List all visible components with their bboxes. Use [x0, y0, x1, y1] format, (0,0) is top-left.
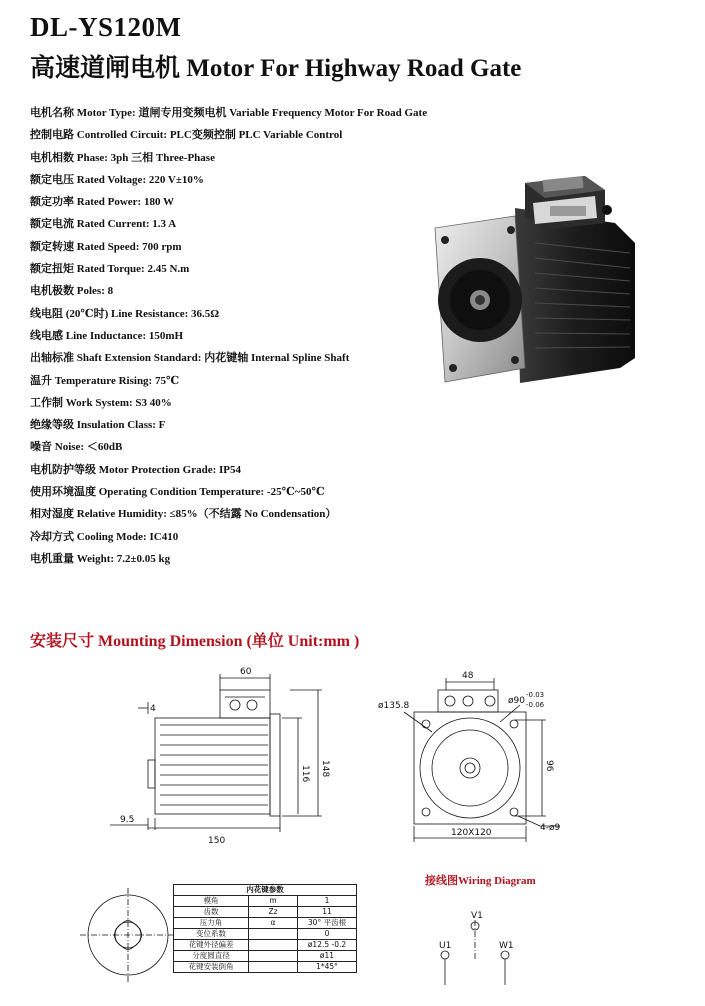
dim-front-shaft: ø90 — [508, 696, 525, 706]
front-view-terminal-box — [438, 690, 498, 712]
dim-front-square: 120X120 — [451, 828, 492, 838]
spec-item: 出轴标准 Shaft Extension Standard: 内花键轴 Internal Spline Shaft — [30, 352, 350, 365]
spec-item: 电机防护等级 Motor Protection Grade: IP54 — [30, 463, 241, 476]
spec-item: 工作制 Work System: S3 40% — [30, 396, 172, 409]
spec-item: 电机名称 Motor Type: 道闸专用变频电机 Variable Frequency Motor For Road Gate — [30, 107, 428, 119]
table-row — [174, 940, 357, 951]
spec-item: 额定电压 Rated Voltage: 220 V±10% — [30, 173, 204, 186]
wiring-diagram-title: 接线图Wiring Diagram — [425, 875, 536, 887]
table-cell: 齿数 — [174, 907, 249, 918]
dim-front-top: 48 — [462, 671, 474, 681]
table-row — [174, 962, 357, 973]
dim-front-tol-upper: -0.03 — [526, 691, 545, 699]
spec-item: 温升 Temperature Rising: 75℃ — [30, 374, 180, 387]
dim-front-holes: 4-ø9 — [540, 823, 561, 833]
table-cell: ø11 — [298, 951, 357, 962]
spec-item: 相对湿度 Relative Humidity: ≤85%（不结露 No Condensation） — [30, 508, 337, 521]
dim-front-circle: ø135.8 — [378, 701, 410, 711]
spec-item: 冷却方式 Cooling Mode: IC410 — [30, 530, 179, 543]
wiring-u1-label: U1 — [439, 941, 452, 951]
spec-item: 电机重量 Weight: 7.2±0.05 kg — [30, 552, 171, 565]
table-cell: 花键安装倒角 — [174, 962, 249, 973]
table-cell: α — [249, 918, 298, 929]
dim-side-top: 60 — [240, 667, 252, 677]
table-cell: 花键外径偏差 — [174, 940, 249, 951]
table-cell: 压力角 — [174, 918, 249, 929]
spec-item: 线电感 Line Inductance: 150mH — [30, 329, 184, 342]
wiring-v1-label: V1 — [471, 911, 483, 921]
spec-item: 额定功率 Rated Power: 180 W — [30, 196, 174, 209]
wiring-w1-label: W1 — [499, 941, 514, 951]
table-caption: 内花键参数 — [174, 885, 357, 896]
table-cell: 模角 — [174, 896, 249, 907]
dim-side-height-body: 116 — [300, 765, 310, 783]
side-view-body — [155, 718, 270, 814]
product-model-title: DL-YS120M — [30, 12, 182, 42]
dim-side-shaft: 9.5 — [120, 815, 135, 825]
table-cell — [249, 940, 298, 951]
table-cell: Zz — [249, 907, 298, 918]
table-cell: 1 — [298, 896, 357, 907]
dim-front-pitch: 96 — [544, 760, 554, 772]
table-cell: m — [249, 896, 298, 907]
mounting-dimension-title: 安装尺寸 Mounting Dimension (单位 Unit:mm ) — [30, 633, 360, 650]
spec-item: 额定转速 Rated Speed: 700 rpm — [30, 240, 182, 253]
spec-item: 电机相数 Phase: 3ph 三相 Three-Phase — [30, 151, 215, 164]
dim-side-left: 4 — [150, 704, 156, 714]
table-row — [174, 907, 357, 918]
table-cell — [249, 951, 298, 962]
spline-parameter-table — [173, 884, 357, 973]
table-row — [174, 951, 357, 962]
spec-item: 噪音 Noise: ＜60dB — [30, 441, 123, 454]
table-cell — [249, 962, 298, 973]
product-subtitle: 高速道闸电机 Motor For Highway Road Gate — [30, 55, 522, 82]
table-cell: 0 — [298, 929, 357, 940]
spec-item: 电机极数 Poles: 8 — [30, 285, 114, 298]
dim-side-height-total: 148 — [320, 760, 330, 778]
side-view-terminal-box — [220, 690, 270, 718]
spec-item: 线电阻 (20℃时) Line Resistance: 36.5Ω — [30, 307, 220, 320]
table-row — [174, 929, 357, 940]
dim-side-length: 150 — [208, 836, 226, 846]
table-row — [174, 918, 357, 929]
front-view-flange — [414, 712, 526, 824]
table-cell: 30° 平齿根 — [298, 918, 357, 929]
table-cell: 分度圆直径 — [174, 951, 249, 962]
spec-item: 使用环境温度 Operating Condition Temperature: -25℃~50℃ — [30, 486, 325, 499]
spec-item: 控制电路 Controlled Circuit: PLC变频控制 PLC Variable Control — [30, 129, 343, 142]
dim-front-tol-lower: -0.06 — [526, 701, 545, 709]
spec-item: 额定电流 Rated Current: 1.3 A — [30, 218, 177, 231]
table-cell: 11 — [298, 907, 357, 918]
spec-item: 额定扭矩 Rated Torque: 2.45 N.m — [30, 263, 190, 276]
table-row — [174, 896, 357, 907]
table-cell: 变位系数 — [174, 929, 249, 940]
spec-item: 绝缘等级 Insulation Class: F — [30, 419, 166, 432]
table-cell: 1*45° — [298, 962, 357, 973]
table-cell: ø12.5 -0.2 — [298, 940, 357, 951]
table-cell — [249, 929, 298, 940]
